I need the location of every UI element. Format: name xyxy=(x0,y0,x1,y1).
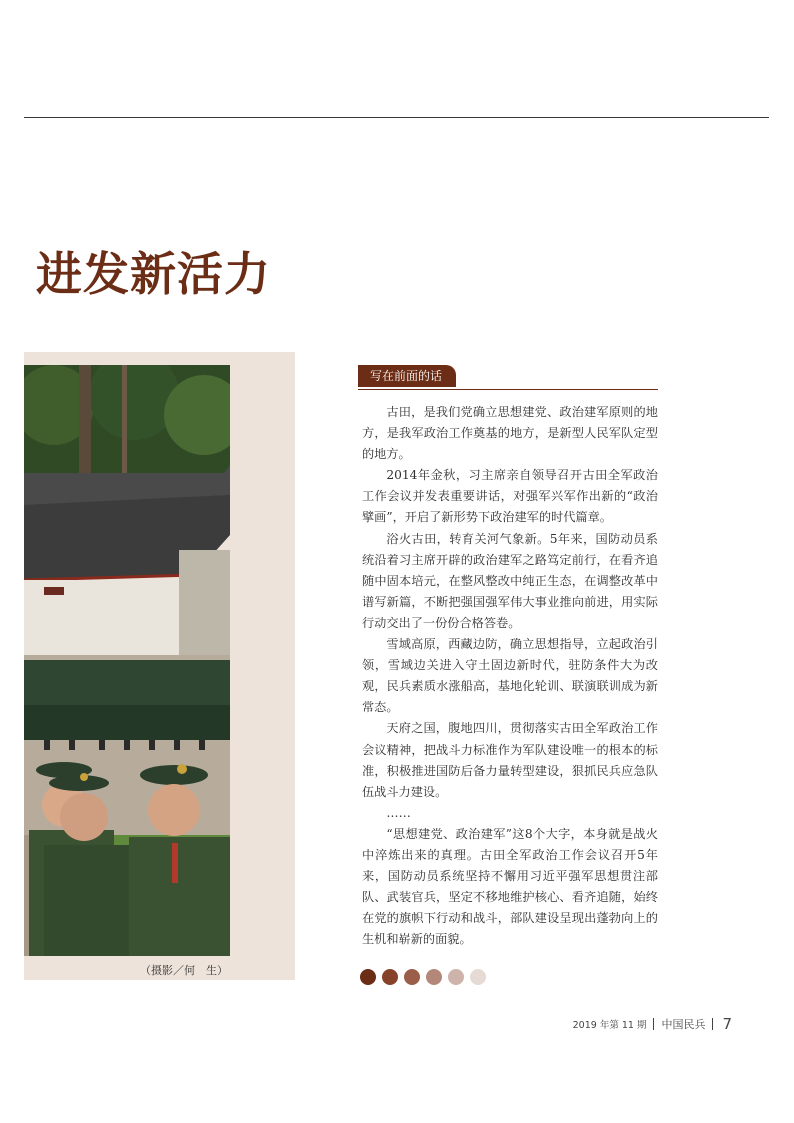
article-headline: 进发新活力 xyxy=(36,247,271,301)
footer-divider xyxy=(653,1018,654,1030)
article-body xyxy=(362,402,658,950)
paragraph-ellipsis: …… xyxy=(386,805,411,820)
section-label: 写在前面的话 xyxy=(358,365,456,387)
top-rule xyxy=(24,117,769,118)
paragraph: 雪域高原，西藏边防，确立思想指导，立起政治引领，雪域边关进入守土固边新时代，驻防条件大为改观，民兵素质水涨船高，基地化轮训、联演联训成为新常态。 xyxy=(362,637,658,715)
page-number: 7 xyxy=(722,1015,732,1033)
paragraph: 浴火古田，转育关河气象新。5年来，国防动员系统沿着习主席开辟的政治建军之路笃定前行，在看齐追随中固本培元，在整风整改中纯正生态，在调整改革中谱写新篇，不断把强国强军伟大事业推向前进，用实际行动交出了一份份合格答卷。 xyxy=(362,531,658,630)
page-footer xyxy=(573,1015,732,1033)
section-rule xyxy=(358,389,658,390)
issue-label: 2019 年第 11 期 xyxy=(572,1020,647,1031)
section-header xyxy=(358,365,658,390)
footer-divider xyxy=(712,1018,713,1030)
photo-caption: （摄影／何 生） xyxy=(140,964,228,977)
dot xyxy=(404,969,420,985)
paragraph: “思想建党、政治建军”这8个大字，本身就是战火中淬炼出来的真理。古田全军政治工作会议召开5年来，国防动员系统坚持不懈用习近平强军思想贯注部队、武装官兵，坚定不移地维护核心、看齐追随，始终在党的旗帜下行动和战斗，部队建设呈现出蓬勃向上的生机和崭新的面貌。 xyxy=(362,826,658,947)
paragraph: 天府之国，腹地四川，贯彻落实古田全军政治工作会议精神，把战斗力标准作为军队建设唯一的根本的标准，积极推进国防后备力量转型建设，狠抓民兵应急队伍战斗力建设。 xyxy=(362,721,658,799)
decorative-dots xyxy=(360,969,486,985)
magazine-name: 中国民兵 xyxy=(661,1018,706,1031)
soldiers-photo xyxy=(24,365,230,956)
dot xyxy=(382,969,398,985)
dot xyxy=(360,969,376,985)
paragraph: 古田，是我们党确立思想建党、政治建军原则的地方，是我军政治工作奠基的地方，是新型人民军队定型的地方。 xyxy=(362,405,658,462)
dot xyxy=(426,969,442,985)
dot xyxy=(470,969,486,985)
paragraph: 2014年金秋，习主席亲自领导召开古田全军政治工作会议并发表重要讲话，对强军兴军作出新的“政治擘画”，开启了新形势下政治建军的时代篇章。 xyxy=(362,468,658,525)
dot xyxy=(448,969,464,985)
